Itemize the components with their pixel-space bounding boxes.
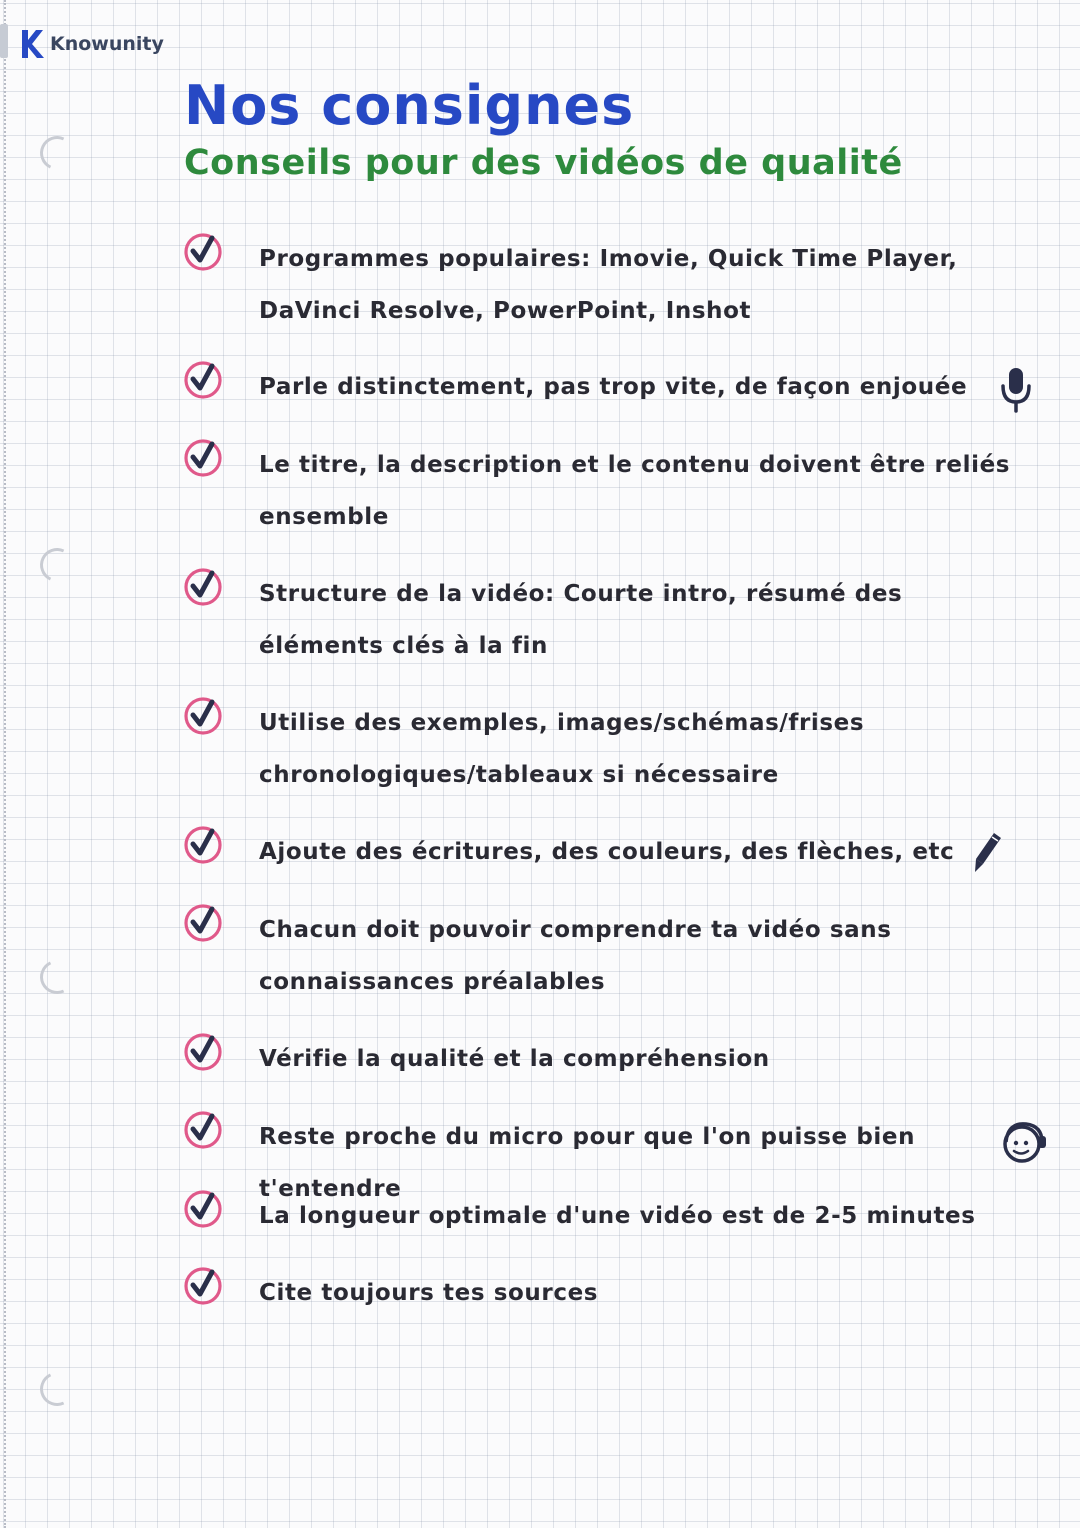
- checklist-item-text: Cite toujours tes sources: [259, 1280, 599, 1306]
- checklist-item-text: Reste proche du micro pour que l'on puisse bien t'entendre: [259, 1124, 916, 1202]
- checklist-item-text: Vérifie la qualité et la compréhension: [259, 1046, 770, 1072]
- check-circle-icon: [183, 824, 223, 864]
- checklist-item-text: Parle distinctement, pas trop vite, de façon enjouée: [259, 374, 968, 400]
- check-circle-icon: [183, 437, 223, 477]
- check-circle-icon: [183, 1188, 223, 1228]
- check-circle-icon: [183, 231, 223, 271]
- checklist-item-text: Utilise des exemples, images/schémas/frises chronologiques/tableaux si nécessaire: [259, 710, 865, 788]
- check-circle-icon: [183, 566, 223, 606]
- checklist-item-text: Le titre, la description et le contenu doivent être reliés ensemble: [259, 452, 1011, 530]
- pencil-icon: [970, 830, 1004, 874]
- check-circle-icon: [183, 1265, 223, 1305]
- check-circle-icon: [183, 1109, 223, 1149]
- check-circle-icon: [183, 1031, 223, 1071]
- checklist-item-text: Chacun doit pouvoir comprendre ta vidéo sans connaissances préalables: [259, 917, 892, 995]
- page-subtitle: Conseils pour des vidéos de qualité: [184, 143, 903, 183]
- microphone-icon: [998, 366, 1034, 414]
- check-circle-icon: [183, 359, 223, 399]
- check-circle-icon: [183, 695, 223, 735]
- headset-face-icon: [1000, 1116, 1048, 1168]
- page-title: Nos consignes: [184, 74, 635, 137]
- checklist-item-text: La longueur optimale d'une vidéo est de 2-5 minutes: [259, 1203, 976, 1229]
- checklist-item-text: Structure de la vidéo: Courte intro, résumé des éléments clés à la fin: [259, 581, 903, 659]
- check-circle-icon: [183, 902, 223, 942]
- checklist-item-text: Ajoute des écritures, des couleurs, des flèches, etc: [259, 839, 955, 865]
- brand-name: Knowunity: [50, 33, 164, 55]
- checklist-item-text: Programmes populaires: Imovie, Quick Time Player, DaVinci Resolve, PowerPoint, Inshot: [259, 246, 958, 324]
